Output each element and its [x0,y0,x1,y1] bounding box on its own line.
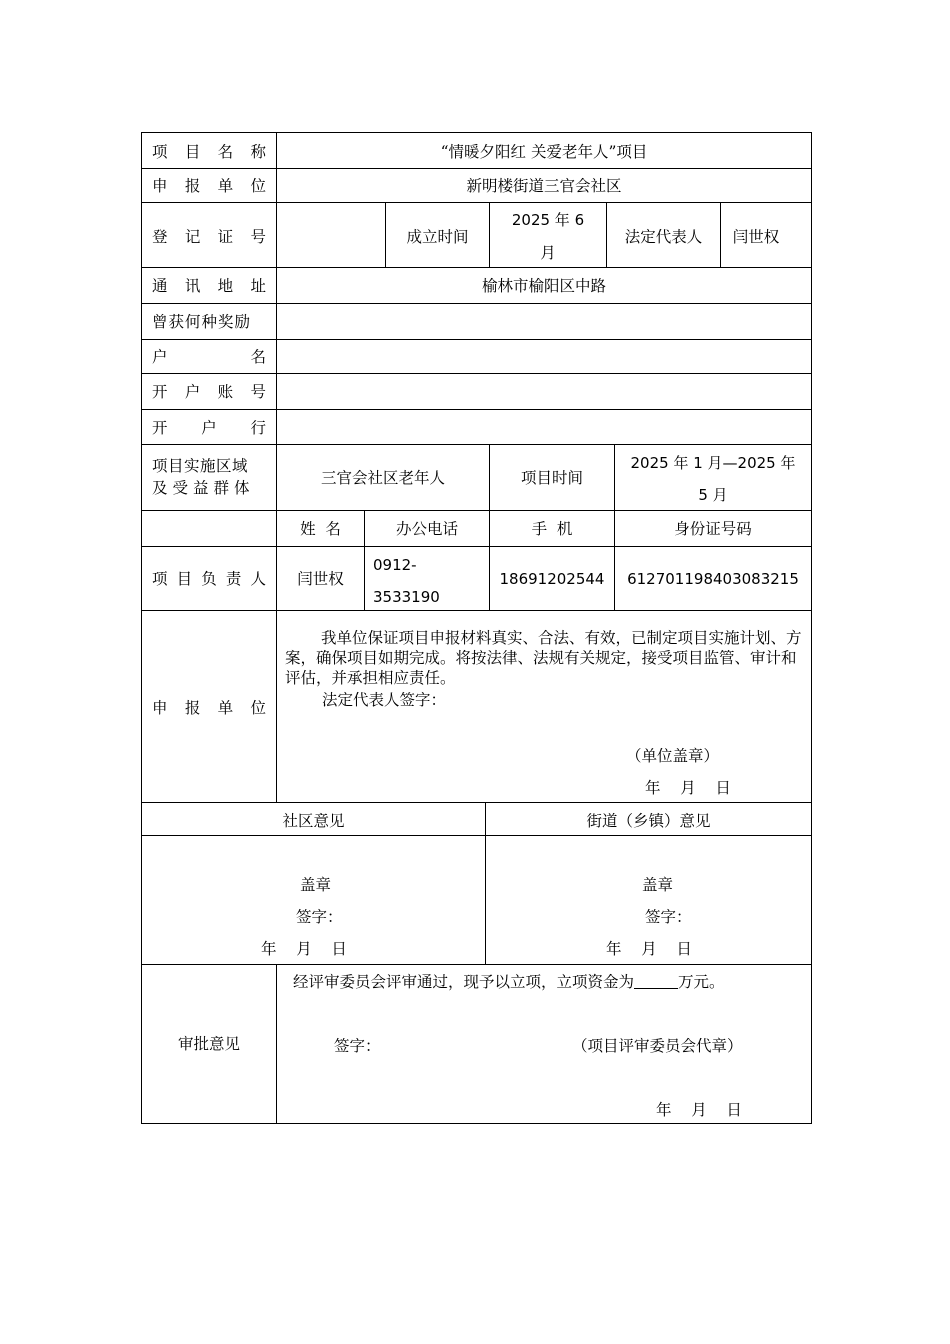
label-declaring-unit: 申 报 单 位 [152,699,266,717]
label-project-name: 项 目 名 称 [152,143,266,161]
row-divider [141,835,812,836]
established-value-line1: 2025 年 6 [511,211,585,229]
project-time-line2: 5 月 [698,486,728,504]
community-sign: 签字： [296,908,343,926]
contact-mobile: 18691202544 [499,570,605,588]
applicant-value: 新明楼街道三官会社区 [466,177,622,195]
row-divider [141,802,812,803]
street-opinion-title: 街道（乡镇）意见 [586,812,711,830]
label-bank: 开 户 行 [152,419,266,437]
community-opinion-title: 社区意见 [282,812,345,830]
contact-office-phone-line1: 0912- [373,556,417,574]
community-date: 年 月 日 [261,940,347,958]
label-area-line1: 项目实施区域 [152,457,249,475]
approval-date: 年 月 日 [656,1101,742,1119]
established-value-line2: 月 [540,244,556,262]
area-value: 三官会社区老年人 [320,469,445,487]
legal-rep-label: 法定代表人 [624,228,703,246]
approval-seal: （项目评审委员会代章） [572,1037,743,1055]
street-sign: 签字： [645,908,692,926]
header-office-phone: 办公电话 [395,520,458,538]
project-time-label: 项目时间 [520,469,583,487]
row-divider [141,339,812,340]
label-responsible: 项 目 负 责 人 [152,570,266,588]
label-address: 通 讯 地 址 [152,277,266,295]
street-seal: 盖章 [642,876,674,894]
legal-rep-value: 闫世权 [732,228,780,246]
project-time-line1: 2025 年 1 月—2025 年 [630,454,796,472]
approval-text-prefix: 经评审委员会评审通过，现予以立项，立项资金为 [293,973,635,991]
address-value: 榆林市榆阳区中路 [481,277,606,295]
label-approval: 审批意见 [177,1035,240,1053]
label-awards: 曾获何种奖励 [152,313,252,331]
row-divider [141,409,812,410]
declaration-sign: 法定代表人签字： [322,691,447,709]
table-border-right [811,132,812,1124]
declaration-text: 我单位保证项目申报材料真实、合法、有效，已制定项目实施计划、方案，确保项目如期完成。将按法律、法规有关规定，接受项目监管、审计和评估，并承担相应责任。 [285,629,802,687]
row-divider [141,444,812,445]
row-divider [141,964,812,965]
row-divider [141,303,812,304]
fund-amount-blank [634,974,678,989]
established-label: 成立时间 [406,228,469,246]
header-name: 姓 名 [300,520,341,538]
table-border-left [141,132,142,1124]
street-date: 年 月 日 [606,940,692,958]
header-mobile: 手 机 [531,520,573,538]
approval-text [293,972,725,992]
declaration-seal: （单位盖章） [626,747,720,765]
label-account-no: 开 户 账 号 [152,383,266,401]
table-border-bottom [141,1123,812,1124]
approval-sign: 签字： [334,1037,381,1055]
table-border-top [141,132,812,133]
contact-name: 闫世权 [297,570,344,588]
label-column-divider [276,964,277,1124]
row-divider [141,202,812,203]
contact-id-no: 612701198403083215 [627,570,799,588]
row-divider [141,610,812,611]
project-name-value: “情暖夕阳红 关爱老年人”项目 [440,143,648,161]
contact-office-phone-line2: 3533190 [373,588,440,606]
row-divider [141,510,812,511]
row-divider [141,546,812,547]
row-divider [141,373,812,374]
label-registration-no: 登 记 证 号 [152,228,266,246]
row-divider [141,267,812,268]
approval-text-suffix: 万元。 [678,973,725,991]
header-id-no: 身份证号码 [674,520,752,538]
label-applicant: 申 报 单 位 [152,177,266,195]
label-account-name: 户 名 [152,348,266,366]
label-area-line2: 及受益群体 [152,479,255,497]
community-seal: 盖章 [300,876,332,894]
row-divider [141,168,812,169]
declaration-date: 年 月 日 [645,779,731,797]
